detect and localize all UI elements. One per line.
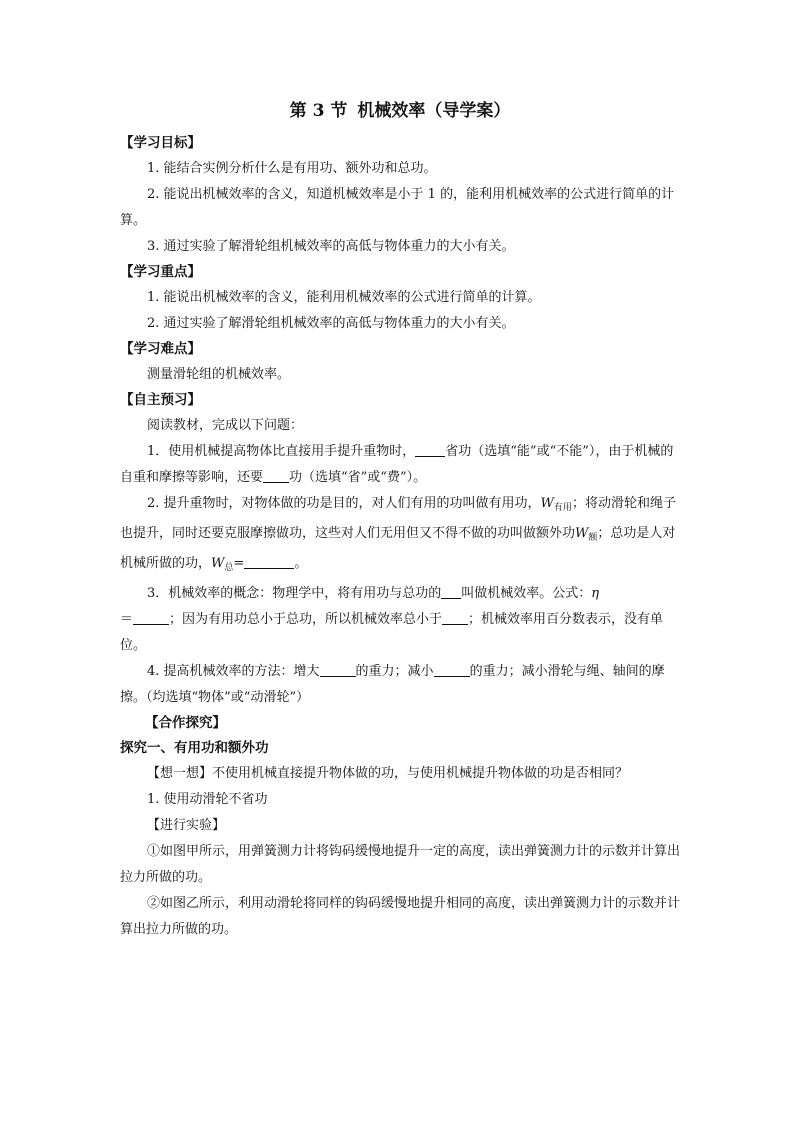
page-title bbox=[120, 100, 680, 122]
answer-blank[interactable] bbox=[441, 584, 461, 599]
experiment-step-2: ②如图乙所示，利用动滑轮将同样的钩码缓慢地提升相同的高度，读出弹簧测力计的示数并计算出拉力所做的功。 bbox=[120, 896, 681, 937]
item-pulley-no-work-saving: 1. 使用动滑轮不省功 bbox=[147, 792, 268, 807]
preview-question-3: 3．机械效率的概念：物理学中，将有用功与总功的 叫做机械效率。公式：η ＝ ；因为有用功总小于总功，所以机械效率总小于 ；机械效率用百分数表示，没有单位。 bbox=[120, 586, 664, 653]
difficulty-heading: 【学习难点】 bbox=[120, 341, 201, 357]
document-body bbox=[120, 100, 680, 943]
experiment-heading: 【进行实验】 bbox=[147, 818, 226, 833]
goal-item-2: 2. 能说出机械效率的含义，知道机械效率是小于 1 的，能利用机械效率的公式进行简单的计算。 bbox=[120, 187, 675, 228]
difficulty-text: 测量滑轮组的机械效率。 bbox=[147, 367, 291, 382]
preview-question-2: 2. 提升重物时，对物体做的功是目的，对人们有用的功叫做有用功，$W_{有用}$；将动滑轮和绳子也提升，同时还要克服摩擦做功，这些对人们无用但又不得不做的功叫做额外功$W_额$；总功是人对机械所做的功，$W_总=$ 。 bbox=[120, 496, 676, 573]
answer-blank[interactable] bbox=[415, 442, 445, 457]
preview-intro: 阅读教材，完成以下问题： bbox=[147, 418, 304, 433]
key-points-heading: 【学习重点】 bbox=[120, 264, 201, 280]
key-point-1: 1. 能说出机械效率的含义，能利用机械效率的公式进行简单的计算。 bbox=[147, 290, 541, 305]
preview-heading: 【自主预习】 bbox=[120, 392, 201, 408]
think-question: 【想一想】不使用机械直接提升物体做的功，与使用机械提升物体做的功是否相同？ bbox=[147, 766, 629, 781]
title-section-number: 第 3 节 bbox=[289, 101, 348, 121]
goal-item-1: 1. 能结合实例分析什么是有用功、额外功和总功。 bbox=[147, 161, 437, 176]
answer-blank[interactable] bbox=[442, 610, 468, 625]
answer-blank[interactable] bbox=[133, 610, 169, 625]
preview-question-4: 4. 提高机械效率的方法：增大 的重力；减小 的重力；减小滑轮与绳、轴间的摩擦。（均选填“物体”或“动滑轮”） bbox=[120, 664, 665, 705]
goal-item-3: 3. 通过实验了解滑轮组机械效率的高低与物体重力的大小有关。 bbox=[147, 239, 515, 254]
coop-heading: 【合作探究】 bbox=[145, 715, 226, 731]
experiment-step-1: ①如图甲所示，用弹簧测力计将钩码缓慢地提升一定的高度，读出弹簧测力计的示数并计算出拉力所做的功。 bbox=[120, 844, 681, 885]
explore-1-heading: 探究一、有用功和额外功 bbox=[120, 740, 269, 756]
answer-blank[interactable] bbox=[320, 662, 356, 677]
answer-blank[interactable] bbox=[263, 468, 289, 483]
answer-blank[interactable] bbox=[434, 662, 470, 677]
preview-question-1: 1．使用机械提高物体比直接用手提升重物时， 省功（选填“能”或“不能”），由于机械的自重和摩擦等影响，还要 功（选填“省”或“费”）。 bbox=[120, 444, 674, 485]
title-text: 机械效率（导学案） bbox=[357, 101, 511, 121]
goals-heading: 【学习目标】 bbox=[120, 135, 201, 151]
key-point-2: 2. 通过实验了解滑轮组机械效率的高低与物体重力的大小有关。 bbox=[147, 316, 515, 331]
answer-blank[interactable] bbox=[244, 554, 294, 569]
